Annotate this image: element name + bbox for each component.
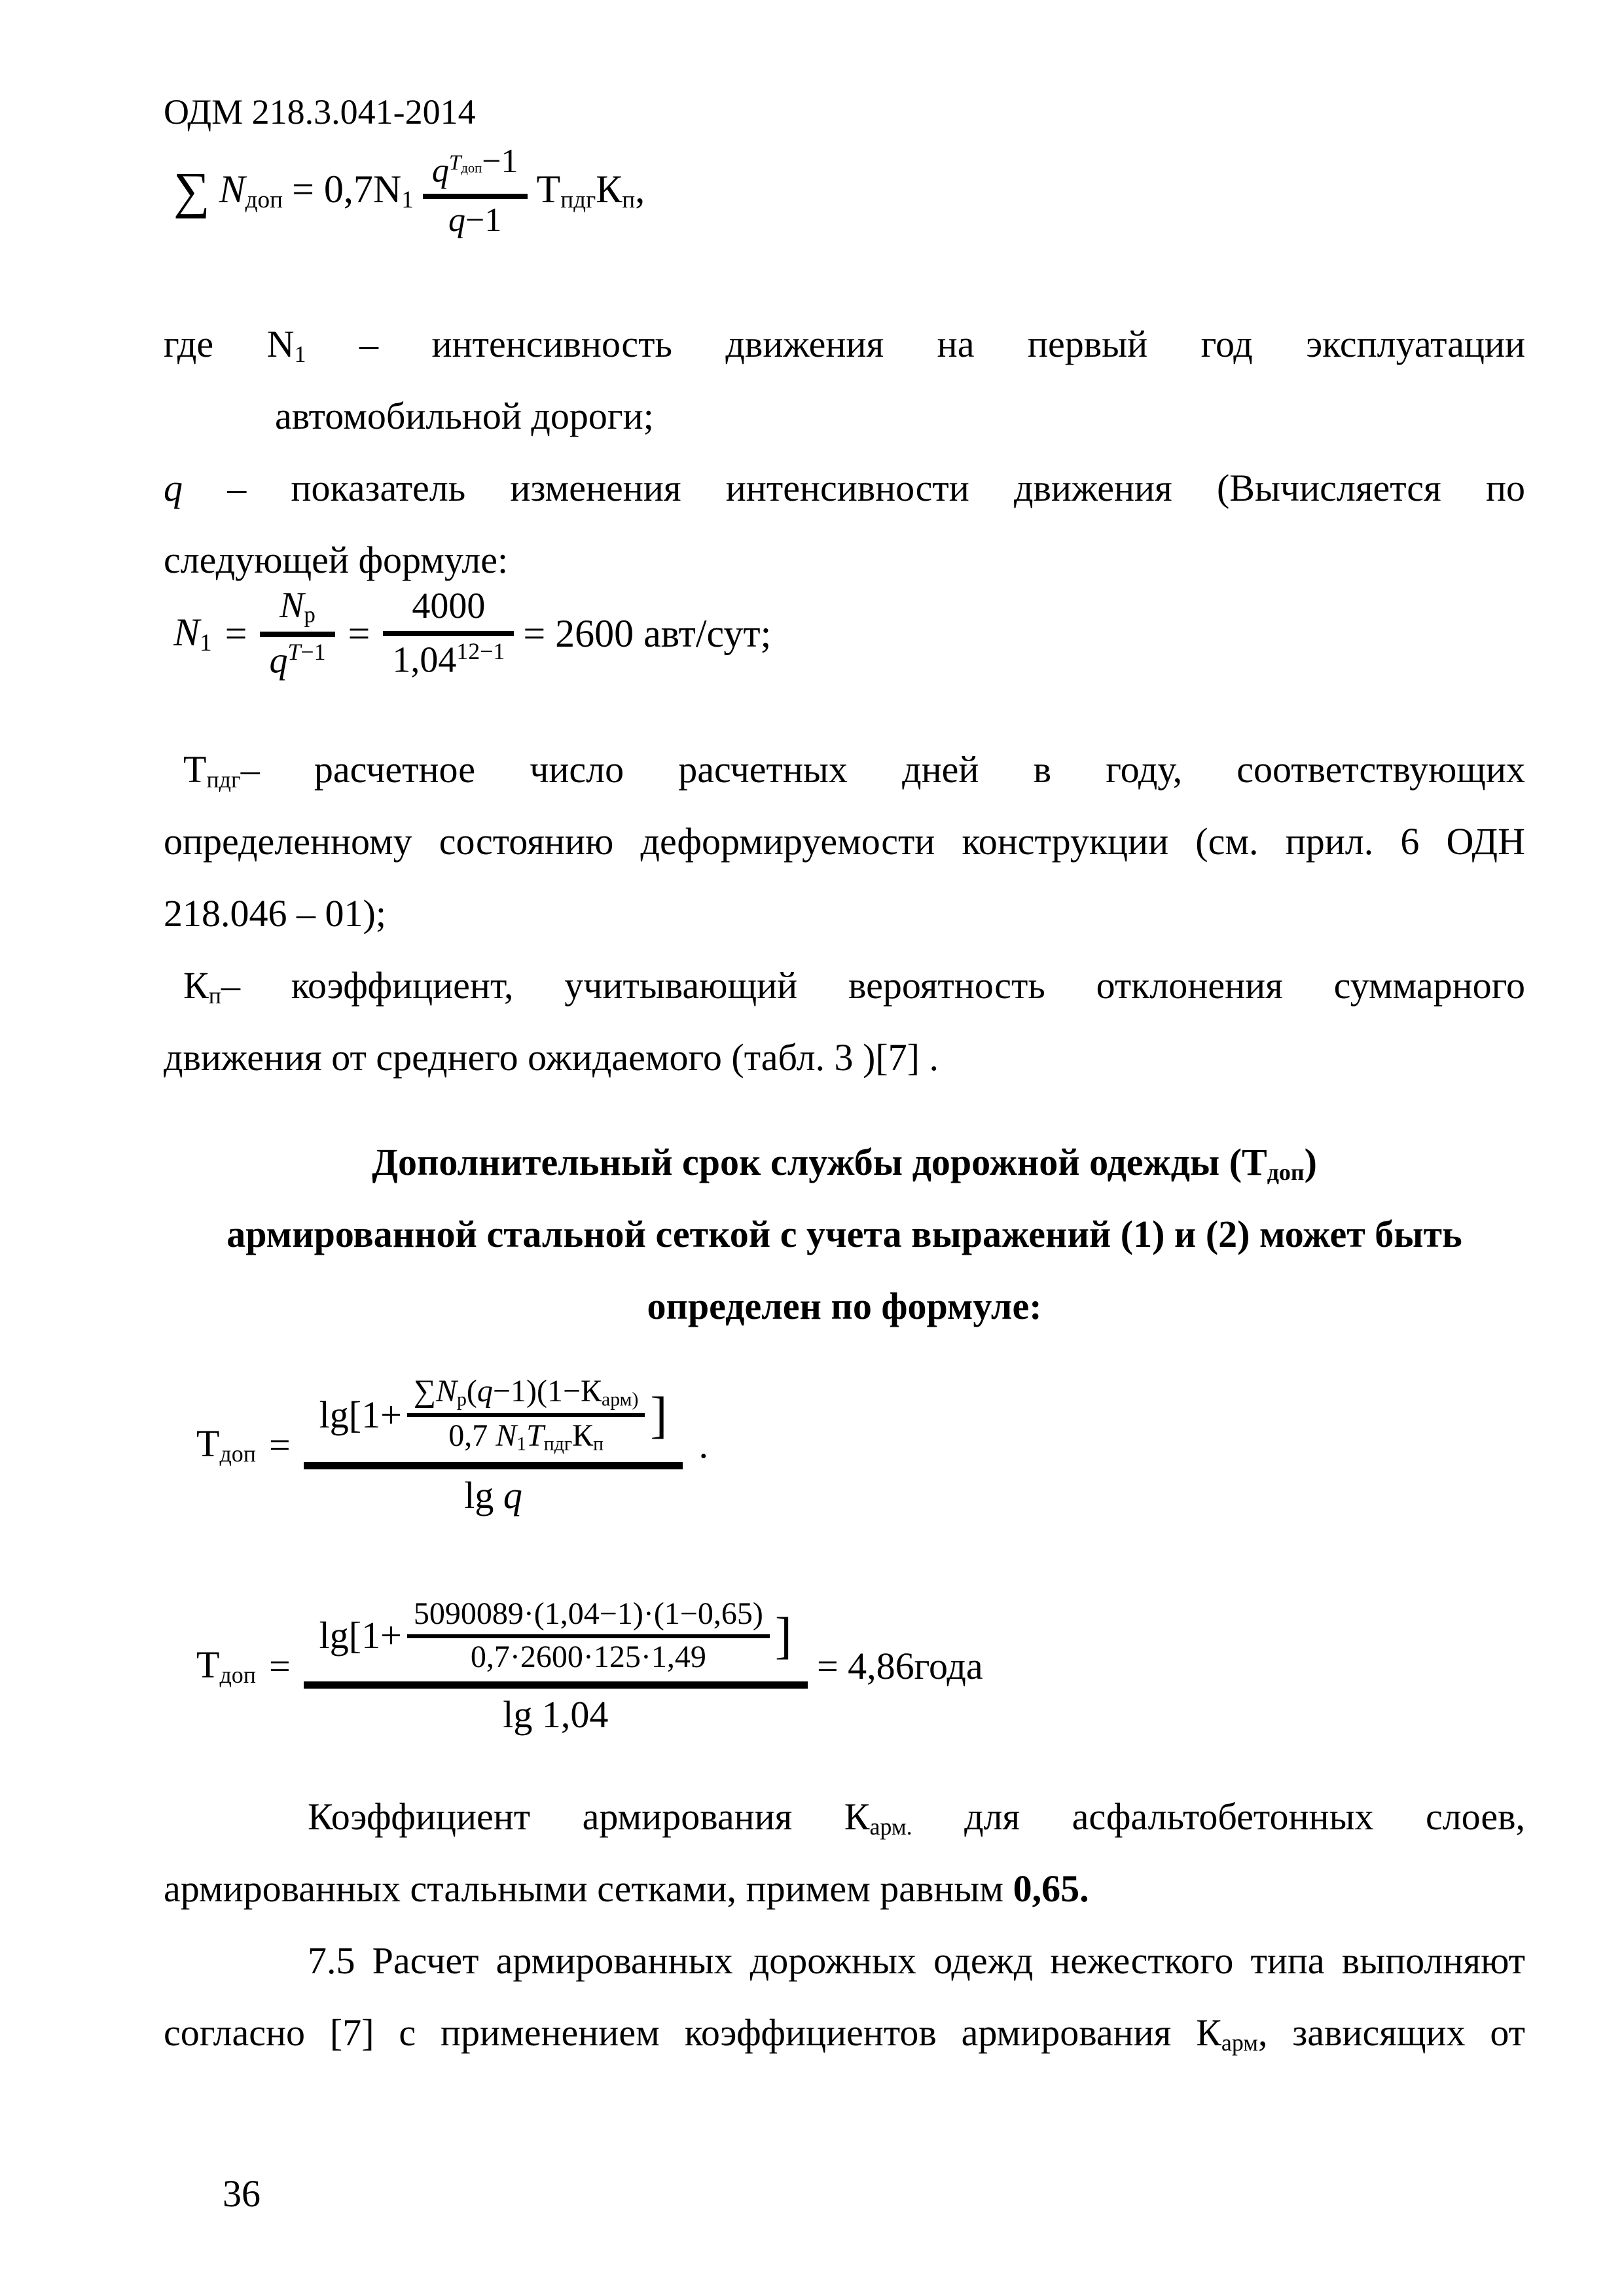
formula-tdop-numeric (196, 1597, 983, 1735)
inner-numerator: ∑Np(q−1)(1−Карм) (413, 1374, 639, 1410)
equals-sign: = (225, 612, 247, 656)
paragraph-75-line1: 7.5 Расчет армированных дорожных одежд нежесткого типа выполняют (308, 1939, 1525, 1982)
paragraph-tpdg-line3: 218.046 – 01); (164, 892, 386, 935)
denominator: $q^{Т-1}$ (260, 632, 334, 681)
outer-numerator (304, 1597, 808, 1681)
paragraph-kp-line2: движения от среднего ожидаемого (табл. 3 )[7] . (164, 1036, 939, 1079)
fraction-4000 (383, 586, 514, 681)
sigma-symbol: ∑ (173, 162, 210, 219)
var-karm: Карм. (844, 1795, 912, 1840)
section-heading-line3: определен по формуле: (647, 1285, 1042, 1327)
fraction-q-tdop (423, 143, 528, 239)
result-value: = 4,86года (816, 1644, 983, 1687)
formula-sum-ndop (173, 143, 645, 239)
formula-tdop-symbolic (196, 1374, 708, 1516)
var-tpdg-kp: ТпдгКп, (536, 167, 645, 214)
section-heading-line1: Дополнительный срок службы дорожной одежды (Тдоп) (372, 1141, 1317, 1185)
paragraph-75-line2 (164, 2011, 1525, 2056)
dash: – (359, 323, 379, 365)
numerator: 4000 (412, 586, 486, 627)
inner-fraction (407, 1597, 770, 1675)
section-heading-line2: армированной стальной сеткой с учета выражений (1) и (2) может быть (226, 1213, 1462, 1255)
coefficient-07n1: = 0,7N1 (292, 167, 414, 214)
closing-bracket: ] (774, 1607, 792, 1664)
fraction-np-q (260, 586, 334, 681)
paragraph-where-line1 (164, 322, 1525, 368)
definition-text: интенсивность движения на первый год эксплуатации (431, 323, 1526, 365)
var-q: q (164, 467, 183, 509)
inner-denominator: 0,7·2600·125·1,49 (407, 1634, 770, 1675)
result-value: = 2600 авт/сут; (523, 612, 772, 656)
inner-numerator: 5090089·(1,04−1)·(1−0,65) (413, 1596, 763, 1631)
word: Коэффициент (308, 1795, 531, 1838)
doc-code-header (164, 92, 1525, 134)
paragraph-kp-line1 (164, 963, 1525, 1009)
paragraph-where-line2: автомобильной дороги; (275, 395, 654, 437)
numerator: Nр (280, 585, 316, 628)
paragraph-karm-line1 (164, 1795, 1525, 1840)
equals-sign: = (268, 1644, 291, 1687)
text-with-sub: согласно [7] с применением коэффициентов армирования Карм, зависящих от (164, 2011, 1525, 2056)
var-tdop: Тдоп (196, 1643, 256, 1688)
lg-open: lg[1+ (319, 1614, 402, 1657)
text: для асфальтобетонных слоев, (964, 1795, 1526, 1838)
paragraph-tpdg-line1 (164, 747, 1525, 793)
word-where: где (164, 323, 214, 365)
paragraph-q-line2: следующей формуле: (164, 539, 509, 581)
dash: – (227, 467, 247, 509)
var-n1: N1 (266, 323, 306, 367)
var-n1: N1 (173, 610, 212, 656)
var-tpdg: Тпдг– (183, 748, 260, 793)
outer-denominator: lg q (304, 1462, 683, 1516)
outer-numerator (304, 1374, 683, 1462)
outer-fraction (304, 1597, 808, 1735)
equals-sign: = (348, 612, 370, 656)
definition-text: показатель изменения интенсивности движения (Вычисляется по (291, 467, 1525, 509)
numerator: $q^{Тдоп}-1$ (431, 143, 518, 190)
definition-text: коэффициент, учитывающий вероятность отклонения суммарного (291, 964, 1525, 1007)
var-kp: Кп– (183, 964, 240, 1009)
paragraph-tpdg-line2: определенному состоянию деформируемости конструкции (см. прил. 6 ОДН (164, 820, 1525, 863)
denominator: q−1 (423, 194, 528, 239)
lg-open: lg[1+ (319, 1393, 402, 1436)
paragraph-q-line1 (164, 466, 1525, 511)
page-number: 36 (223, 2172, 261, 2215)
doc-code-text: ОДМ 218.3.041-2014 (164, 92, 476, 132)
formula-n1 (173, 586, 771, 681)
inner-fraction (407, 1374, 645, 1456)
outer-fraction (304, 1374, 683, 1516)
equals-sign: = (268, 1424, 291, 1467)
var-tdop: Тдоп (196, 1422, 256, 1467)
outer-denominator: lg 1,04 (304, 1681, 808, 1736)
closing-bracket: ] (650, 1386, 668, 1443)
inner-denominator: 0,7 N1ТпдгКп (407, 1413, 645, 1455)
bold-value: 0,65. (1013, 1867, 1089, 1910)
denominator: $1,04^{12-1}$ (383, 631, 514, 681)
period: . (698, 1424, 708, 1467)
var-n-dop: Nдоп (219, 167, 283, 214)
definition-text: расчетное число расчетных дней в году, соответствующих (314, 748, 1525, 791)
paragraph-karm-line2: армированных стальными сетками, примем равным 0,65. (164, 1867, 1089, 1910)
word: армирования (582, 1795, 793, 1838)
